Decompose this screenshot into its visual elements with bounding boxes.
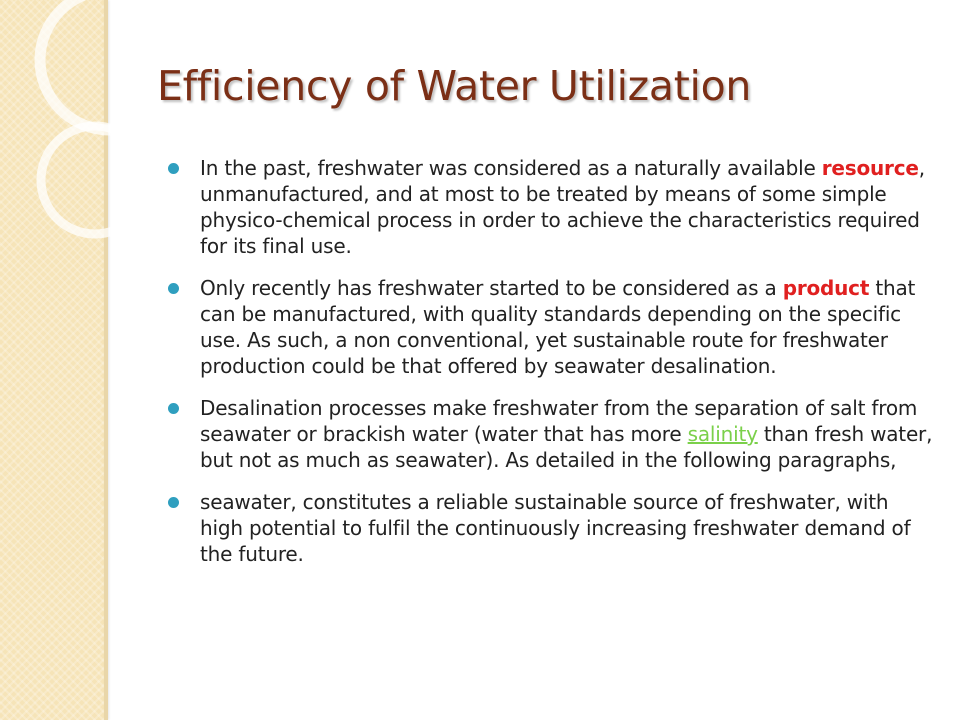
bullet-text: Desalination processes make freshwater from the separation of salt from seawater or brackish water (water that has more bbox=[200, 396, 918, 446]
bullet-text: that can be manufactured, with quality standards depending on the specific use. As such, a non conventional, yet sustainable route for freshwater production could be that offered by seawater desalination. bbox=[200, 276, 916, 378]
bullet-dot-icon bbox=[168, 163, 179, 174]
bullet-dot-icon bbox=[168, 403, 179, 414]
bullet-item bbox=[164, 489, 934, 567]
highlight-resource: resource bbox=[821, 156, 919, 180]
bullet-dot-icon bbox=[168, 283, 179, 294]
highlight-product: product bbox=[782, 276, 870, 300]
bullet-text: In the past, freshwater was considered as a naturally available bbox=[200, 156, 822, 180]
decorative-ring-small bbox=[41, 126, 149, 234]
bullet-item bbox=[164, 155, 934, 259]
decorative-rings bbox=[0, 0, 180, 360]
slide-title: Efficiency of Water Utilization bbox=[157, 62, 752, 110]
bullet-item bbox=[164, 275, 934, 379]
bullet-item bbox=[164, 395, 934, 473]
bullet-dot-icon bbox=[168, 497, 179, 508]
salinity-link[interactable]: salinity bbox=[687, 422, 758, 446]
bullet-list bbox=[164, 155, 934, 583]
bullet-text: Only recently has freshwater started to be considered as a bbox=[200, 276, 783, 300]
bullet-text: , unmanufactured, and at most to be treated by means of some simple physico-chemical process in order to achieve the characteristics required for its final use. bbox=[200, 156, 925, 258]
bullet-text: than fresh water, but not as much as seawater). As detailed in the following paragraphs, bbox=[200, 422, 933, 472]
bullet-text: seawater, constitutes a reliable sustainable source of freshwater, with high potential to fulfil the continuously increasing freshwater demand of the future. bbox=[200, 490, 911, 566]
